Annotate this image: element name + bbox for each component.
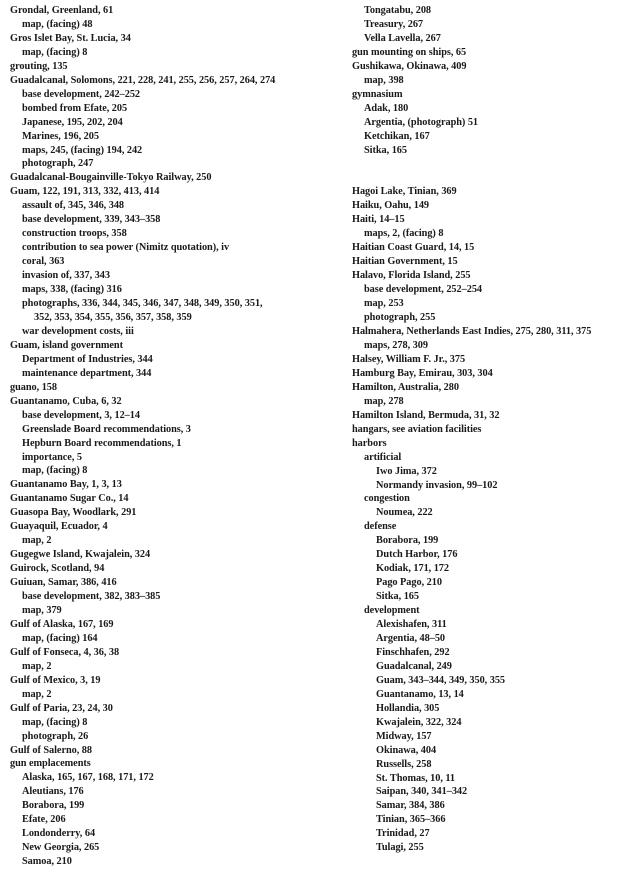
- index-subentry: base development, 242–252: [22, 88, 141, 100]
- index-subentry: Guam, 343–344, 349, 350, 355: [376, 674, 506, 686]
- index-entry: gun mounting on ships, 65: [352, 46, 467, 58]
- index-subentry: map, 278: [364, 395, 404, 407]
- index-entry: harbors: [352, 437, 387, 449]
- index-subentry: Hollandia, 305: [376, 702, 440, 714]
- index-entry: Gulf of Mexico, 3, 19: [10, 674, 101, 686]
- index-subentry: Iwo Jima, 372: [376, 465, 437, 477]
- index-entry: Guantanamo Bay, 1, 3, 13: [10, 479, 122, 491]
- index-entry: Haitian Government, 15: [352, 256, 458, 268]
- index-entry: Guantanamo Sugar Co., 14: [10, 493, 129, 505]
- index-entry: Gushikawa, Okinawa, 409: [352, 60, 467, 72]
- index-subentry: maintenance department, 344: [22, 367, 152, 379]
- index-subentry: Samar, 384, 386: [376, 800, 445, 812]
- index-subentry: Samoa, 210: [22, 856, 72, 868]
- index-entry: Guantanamo, Cuba, 6, 32: [10, 395, 122, 407]
- index-subentry: Greenslade Board recommendations, 3: [22, 423, 191, 435]
- index-subentry: development: [364, 605, 420, 617]
- index-subentry: Pago Pago, 210: [376, 577, 442, 589]
- index-entry: Gulf of Alaska, 167, 169: [10, 618, 114, 630]
- index-subentry: Vella Lavella, 267: [364, 32, 441, 44]
- index-column-right: [352, 4, 637, 855]
- index-subentry: Dutch Harbor, 176: [376, 549, 458, 561]
- index-entry: Gugegwe Island, Kwajalein, 324: [10, 549, 151, 561]
- index-subentry: war development costs, iii: [22, 325, 134, 337]
- index-entry: Guam, 122, 191, 313, 332, 413, 414: [10, 186, 160, 198]
- index-subentry: map, 2: [22, 660, 52, 672]
- index-entry: Guadalcanal, Solomons, 221, 228, 241, 255, 256, 257, 264, 274: [10, 74, 276, 86]
- index-subentry: map, 2: [22, 535, 52, 547]
- index-entry: Halmahera, Netherlands East Indies, 275, 280, 311, 375: [352, 326, 592, 338]
- index-subentry: maps, 338, (facing) 316: [22, 284, 122, 296]
- index-subentry: base development, 382, 383–385: [22, 591, 161, 603]
- index-entry: gymnasium: [352, 88, 403, 100]
- index-subentry: Treasury, 267: [364, 18, 424, 30]
- index-subentry: Saipan, 340, 341–342: [376, 786, 468, 798]
- index-subentry: map, 379: [22, 604, 62, 616]
- index-subentry: Londonderry, 64: [22, 828, 96, 840]
- index-subentry: photograph, 26: [22, 730, 89, 742]
- index-subentry: Tinian, 365–366: [376, 814, 446, 826]
- index-entry: grouting, 135: [10, 60, 68, 72]
- index-subentry: Adak, 180: [364, 102, 409, 114]
- section-gap: [352, 157, 637, 185]
- index-subentry: maps, 2, (facing) 8: [364, 228, 444, 240]
- index-subentry: assault of, 345, 346, 348: [22, 200, 125, 212]
- index-subentry: Alaska, 165, 167, 168, 171, 172: [22, 772, 154, 784]
- index-column-right-top: [352, 4, 637, 157]
- index-subentry: map, (facing) 8: [22, 716, 88, 728]
- index-subentry: New Georgia, 265: [22, 842, 100, 854]
- index-subentry: Borabora, 199: [22, 800, 85, 812]
- index-subentry: defense: [364, 521, 397, 533]
- index-entry: Guayaquil, Ecuador, 4: [10, 521, 108, 533]
- index-entry: Guam, island government: [10, 339, 123, 351]
- index-subentry: photograph, 247: [22, 158, 94, 170]
- index-entry: Halavo, Florida Island, 255: [352, 270, 471, 282]
- index-entry: hangars, see aviation facilities: [352, 423, 482, 435]
- index-subentry: map, 398: [364, 74, 404, 86]
- index-subentry: Hepburn Board recommendations, 1: [22, 437, 182, 449]
- index-subentry: bombed from Efate, 205: [22, 102, 128, 114]
- index-subentry: invasion of, 337, 343: [22, 270, 110, 282]
- index-subentry: base development, 252–254: [364, 284, 483, 296]
- index-entry: Gros Islet Bay, St. Lucia, 34: [10, 32, 131, 44]
- index-subentry: Trinidad, 27: [376, 828, 430, 840]
- index-entry: Guadalcanal-Bougainville-Tokyo Railway, 250: [10, 172, 212, 184]
- index-entry: Hamilton, Australia, 280: [352, 381, 459, 393]
- index-entry: gun emplacements: [10, 758, 91, 770]
- index-subentry: St. Thomas, 10, 11: [376, 772, 456, 784]
- index-entry: Haiti, 14–15: [352, 214, 405, 226]
- index-subentry: Kwajalein, 322, 324: [376, 716, 462, 728]
- index-entry: Haitian Coast Guard, 14, 15: [352, 242, 475, 254]
- index-entry: Halsey, William F. Jr., 375: [352, 353, 466, 365]
- index-subentry: Finschhafen, 292: [376, 646, 450, 658]
- index-subentry: congestion: [364, 493, 410, 505]
- index-subentry: Argentia, 48–50: [376, 632, 446, 644]
- index-subentry: Tongatabu, 208: [364, 5, 432, 16]
- index-entry: Gulf of Paria, 23, 24, 30: [10, 702, 113, 714]
- index-entry: Gulf of Salerno, 88: [10, 744, 92, 756]
- index-entry: Hamburg Bay, Emirau, 303, 304: [352, 367, 493, 379]
- index-subentry: Guadalcanal, 249: [376, 660, 452, 672]
- index-column-left: [10, 4, 355, 869]
- index-subentry: artificial: [364, 451, 402, 463]
- index-subentry: map, (facing) 8: [22, 465, 88, 477]
- index-subentry: contribution to sea power (Nimitz quotation), iv: [22, 242, 230, 254]
- index-subentry: Guantanamo, 13, 14: [376, 688, 464, 700]
- index-subentry: Ketchikan, 167: [364, 130, 430, 142]
- index-subentry: Department of Industries, 344: [22, 353, 153, 365]
- index-subentry: Normandy invasion, 99–102: [376, 479, 498, 491]
- index-subentry: map, 253: [364, 298, 404, 310]
- index-subentry: Kodiak, 171, 172: [376, 563, 450, 575]
- index-subentry: coral, 363: [22, 256, 65, 268]
- index-entry: guano, 158: [10, 381, 57, 393]
- index-subentry: photographs, 336, 344, 345, 346, 347, 348, 349, 350, 351,: [22, 298, 263, 310]
- index-subentry: photograph, 255: [364, 312, 436, 324]
- index-subentry: map, (facing) 48: [22, 18, 93, 30]
- index-entry: Gulf of Fonseca, 4, 36, 38: [10, 646, 120, 658]
- index-subentry: 352, 353, 354, 355, 356, 357, 358, 359: [34, 311, 192, 323]
- index-subentry: Sitka, 165: [376, 591, 419, 603]
- index-entry: Hagoi Lake, Tinian, 369: [352, 186, 457, 198]
- index-subentry: maps, 245, (facing) 194, 242: [22, 144, 143, 156]
- index-subentry: Noumea, 222: [376, 507, 433, 519]
- index-subentry: maps, 278, 309: [364, 339, 428, 351]
- index-subentry: base development, 339, 343–358: [22, 214, 161, 226]
- index-subentry: Russells, 258: [376, 758, 432, 770]
- index-subentry: Okinawa, 404: [376, 744, 437, 756]
- index-subentry: Aleutians, 176: [22, 786, 84, 798]
- index-column-right-bottom: [352, 185, 637, 855]
- index-subentry: Alexishafen, 311: [376, 619, 447, 631]
- index-subentry: Japanese, 195, 202, 204: [22, 116, 123, 128]
- index-subentry: map, (facing) 8: [22, 46, 88, 58]
- index-entry: Guiuan, Samar, 386, 416: [10, 577, 117, 589]
- index-subentry: map, (facing) 164: [22, 632, 98, 644]
- index-entry: Guirock, Scotland, 94: [10, 563, 105, 575]
- index-subentry: Borabora, 199: [376, 535, 439, 547]
- index-entry: Guasopa Bay, Woodlark, 291: [10, 507, 137, 519]
- index-subentry: importance, 5: [22, 451, 82, 463]
- index-entry: Haiku, Oahu, 149: [352, 200, 430, 212]
- index-subentry: construction troops, 358: [22, 228, 127, 240]
- index-subentry: base development, 3, 12–14: [22, 409, 140, 421]
- index-subentry: Marines, 196, 205: [22, 130, 99, 142]
- index-subentry: Argentia, (photograph) 51: [364, 116, 479, 128]
- index-subentry: Tulagi, 255: [376, 842, 424, 854]
- index-entry: Grondal, Greenland, 61: [10, 5, 114, 16]
- index-entry: Hamilton Island, Bermuda, 31, 32: [352, 409, 500, 421]
- index-subentry: Sitka, 165: [364, 144, 407, 156]
- index-subentry: Midway, 157: [376, 730, 432, 742]
- index-subentry: Efate, 206: [22, 814, 66, 826]
- index-subentry: map, 2: [22, 688, 52, 700]
